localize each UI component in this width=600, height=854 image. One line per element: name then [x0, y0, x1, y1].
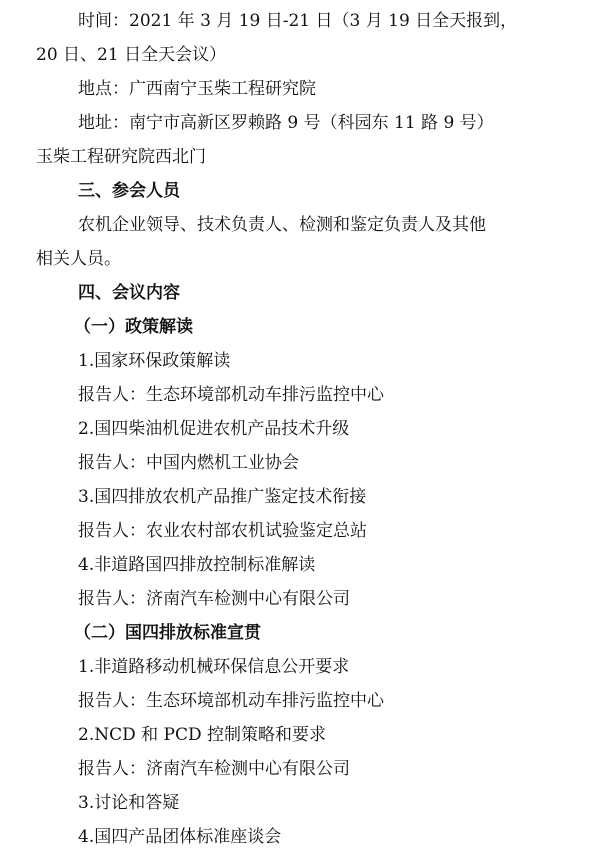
agenda-reporter: 报告人：济南汽车检测中心有限公司 — [78, 589, 350, 609]
section-heading-attendees: 三、参会人员 — [78, 181, 180, 201]
agenda-item: 4.非道路国四排放控制标准解读 — [78, 555, 316, 575]
agenda-item: 3.国四排放农机产品推广鉴定技术衔接 — [78, 487, 367, 507]
meeting-time-line-2: 20 日、21 日全天会议） — [36, 45, 227, 65]
subsection-heading-policy: （一）政策解读 — [74, 317, 193, 337]
agenda-item: 2.国四柴油机促进农机产品技术升级 — [78, 419, 350, 439]
agenda-item: 2.NCD 和 PCD 控制策略和要求 — [78, 725, 327, 745]
section-heading-content: 四、会议内容 — [78, 283, 180, 303]
agenda-reporter: 报告人：农业农村部农机试验鉴定总站 — [78, 521, 367, 541]
agenda-item: 1.非道路移动机械环保信息公开要求 — [78, 657, 350, 677]
attendees-line-1: 农机企业领导、技术负责人、检测和鉴定负责人及其他 — [78, 215, 486, 235]
meeting-time-line-1: 时间：2021 年 3 月 19 日-21 日（3 月 19 日全天报到， — [78, 11, 518, 31]
agenda-reporter: 报告人：济南汽车检测中心有限公司 — [78, 759, 350, 779]
agenda-item: 3.讨论和答疑 — [78, 793, 180, 813]
agenda-reporter: 报告人：中国内燃机工业协会 — [78, 453, 299, 473]
meeting-address-line-1: 地址：南宁市高新区罗赖路 9 号（科园东 11 路 9 号） — [78, 113, 494, 133]
agenda-item: 1.国家环保政策解读 — [78, 351, 231, 371]
meeting-address-line-2: 玉柴工程研究院西北门 — [36, 147, 206, 167]
agenda-reporter: 报告人：生态环境部机动车排污监控中心 — [78, 385, 384, 405]
agenda-reporter: 报告人：生态环境部机动车排污监控中心 — [78, 691, 384, 711]
meeting-venue: 地点：广西南宁玉柴工程研究院 — [78, 79, 316, 99]
subsection-heading-standard: （二）国四排放标准宣贯 — [74, 623, 261, 643]
agenda-item: 4.国四产品团体标准座谈会 — [78, 827, 282, 847]
attendees-line-2: 相关人员。 — [36, 249, 121, 269]
